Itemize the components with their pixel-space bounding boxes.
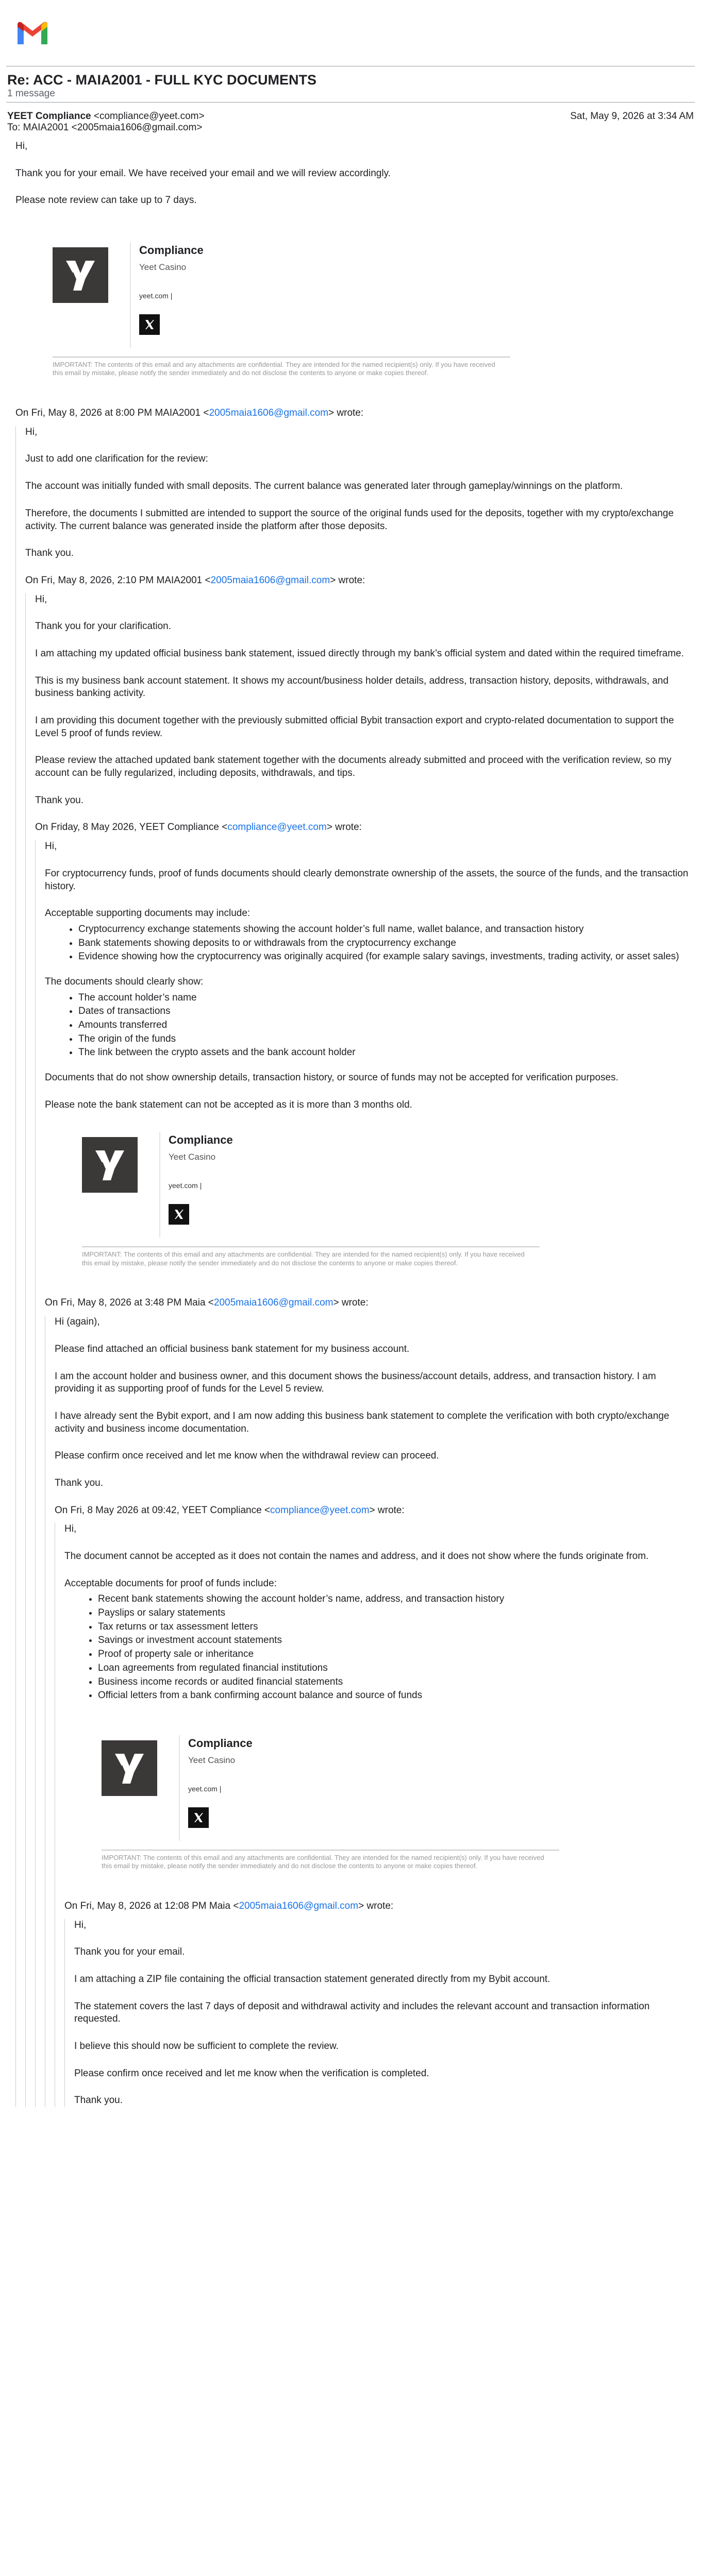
sender-name: YEET Compliance [7, 111, 91, 122]
message-count: 1 message [7, 88, 55, 99]
compliance-signature [15, 222, 495, 407]
signature-disclaimer: IMPORTANT: The contents of this email and any attachments are confidential. They are intended for the named recipient(s) only. If you have received this email by mistake, please notify the sender immediately and do not disclose the contents to anyone or make copies thereof. [82, 1250, 525, 1267]
signature-name: Compliance [169, 1133, 233, 1147]
quoted-message [15, 426, 696, 2107]
quoted-paragraph: I believe this should now be sufficient to complete the review. [74, 2041, 339, 2052]
signature-website[interactable]: yeet.com | [188, 1784, 222, 1793]
signature-name: Compliance [139, 244, 204, 257]
x-social-icon[interactable] [169, 1204, 189, 1225]
quoted-paragraph: Thank you for your email. [74, 1946, 185, 1958]
x-social-icon[interactable] [188, 1807, 209, 1828]
quoted-paragraph: Please review the attached updated bank statement together with the documents already submitted and proceed with the verification review, so my account can be fully regularized, including deposits, withdrawals, and tips. [35, 755, 672, 779]
acceptable-documents-list [64, 1593, 696, 1702]
quoted-paragraph: I have already sent the Bybit export, and I am now adding this business bank statement to complete the verification with both crypto/exchange activity and business income documentation. [55, 1410, 670, 1434]
quote-attribution [35, 821, 696, 834]
quoted-paragraph: Acceptable documents for proof of funds include: [64, 1578, 277, 1589]
attribution-text: On Fri, May 8, 2026, 2:10 PM MAIA2001 < [25, 574, 211, 586]
list-item: • The link between the crypto assets and the bank account holder [78, 1046, 696, 1059]
email-link[interactable]: 2005maia1606@gmail.com [210, 574, 330, 586]
email-subject: Re: ACC - MAIA2001 - FULL KYC DOCUMENTS [7, 72, 317, 88]
attribution-text: > wrote: [333, 1297, 369, 1309]
yeet-y-logo-icon [102, 1740, 157, 1796]
quoted-paragraph: This is my business bank account statement. It shows my account/business holder details, address, transaction history, deposits, withdrawals, and business banking activity. [35, 675, 669, 699]
quoted-greeting: Hi, [35, 594, 47, 605]
list-item: • Savings or investment account statements [98, 1634, 696, 1647]
list-item: • Bank statements showing deposits to or withdrawals from the cryptocurrency exchange [78, 937, 696, 950]
message-1-paragraph: Thank you for your email. We have received your email and we will review accordingly. [15, 167, 391, 179]
quoted-greeting: Hi, [64, 1523, 77, 1535]
quoted-paragraph: Thank you for your clarification. [35, 621, 172, 632]
signature-separator [82, 1246, 540, 1247]
quoted-paragraph: I am the account holder and business owner, and this document shows the business/account details, address, and transaction history. I am providing it as supporting proof of funds for the Level 5 review. [55, 1370, 656, 1395]
quoted-paragraph: I am providing this document together with the previously submitted official Bybit transaction export and crypto-related documentation to support the Level 5 proof of funds review. [35, 715, 674, 739]
quoted-greeting: Hi, [25, 426, 38, 437]
quoted-paragraph: Thank you. [55, 1477, 103, 1488]
attribution-text: > wrote: [328, 408, 364, 419]
attribution-text: On Fri, 8 May 2026 at 09:42, YEET Compliance < [55, 1504, 271, 1516]
attribution-text: > wrote: [326, 822, 362, 833]
quoted-paragraph: For cryptocurrency funds, proof of funds documents should clearly demonstrate ownership of the assets, the source of the funds, and the transaction history. [45, 868, 689, 892]
signature-separator [102, 1850, 559, 1851]
quoted-paragraph: The account was initially funded with small deposits. The current balance was generated later through gameplay/winnings on the platform. [25, 481, 623, 492]
signature-org: Yeet Casino [188, 1755, 236, 1765]
signature-name: Compliance [188, 1736, 253, 1750]
list-item: • The origin of the funds [78, 1033, 696, 1046]
compliance-signature [45, 1111, 525, 1297]
quoted-message [25, 594, 696, 2108]
quoted-paragraph: Please confirm once received and let me know when the withdrawal review can proceed. [55, 1450, 439, 1462]
signature-website[interactable]: yeet.com | [139, 292, 173, 300]
signature-disclaimer: IMPORTANT: The contents of this email and any attachments are confidential. They are intended for the named recipient(s) only. If you have received this email by mistake, please notify the sender immediately and do not disclose the contents to anyone or make copies thereof. [53, 361, 495, 377]
x-social-icon[interactable] [139, 314, 160, 335]
email-body [15, 140, 696, 2122]
attribution-text: On Friday, 8 May 2026, YEET Compliance < [35, 822, 228, 833]
list-item: • Payslips or salary statements [98, 1607, 696, 1620]
attribution-text: > wrote: [369, 1504, 405, 1516]
signature-separator [53, 357, 510, 358]
attribution-text: On Fri, May 8, 2026 at 12:08 PM Maia < [64, 1900, 239, 1911]
recipient-row: To: MAIA2001 <2005maia1606@gmail.com> [7, 122, 203, 133]
quoted-greeting: Hi (again), [55, 1316, 100, 1328]
message-1-paragraph: Please note review can take up to 7 days. [15, 195, 197, 206]
signature-website[interactable]: yeet.com | [169, 1181, 202, 1190]
signature-divider [179, 1735, 180, 1841]
list-item: • Loan agreements from regulated financial institutions [98, 1662, 696, 1675]
quoted-paragraph: The statement covers the last 7 days of deposit and withdrawal activity and includes the relevant account and transaction information requested. [74, 2001, 650, 2025]
quoted-paragraph: Thank you. [74, 2095, 123, 2106]
quoted-greeting: Hi, [74, 1919, 87, 1930]
signature-org: Yeet Casino [169, 1152, 216, 1162]
signature-disclaimer: IMPORTANT: The contents of this email and any attachments are confidential. They are intended for the named recipient(s) only. If you have received this email by mistake, please notify the sender immediately and do not disclose the contents to anyone or make copies thereof. [102, 1853, 544, 1870]
quote-attribution [25, 574, 696, 587]
sender-row [7, 110, 694, 123]
message-1-greeting: Hi, [15, 141, 28, 151]
list-item: • Amounts transferred [78, 1019, 696, 1032]
quoted-paragraph: Thank you. [35, 794, 84, 806]
requirements-list [45, 992, 696, 1059]
quoted-paragraph: Therefore, the documents I submitted are intended to support the source of the original funds used for the deposits, together with my crypto/exchange activity. The current balance was generated inside the platform after those deposits. [25, 507, 674, 532]
quoted-message [35, 840, 696, 2107]
attribution-text: > wrote: [358, 1900, 394, 1911]
yeet-y-logo-icon [82, 1137, 138, 1193]
quote-attribution [55, 1504, 696, 1517]
email-date: Sat, May 9, 2026 at 3:34 AM [570, 111, 694, 122]
quoted-paragraph: Please confirm once received and let me know when the verification is completed. [74, 2067, 429, 2079]
signature-org: Yeet Casino [139, 262, 187, 273]
list-item: • Tax returns or tax assessment letters [98, 1621, 696, 1634]
gmail-header [0, 0, 701, 57]
attribution-text: > wrote: [330, 574, 365, 586]
quote-attribution [15, 407, 696, 420]
attribution-text: On Fri, May 8, 2026 at 3:48 PM Maia < [45, 1297, 214, 1309]
quoted-paragraph: Please find attached an official business bank statement for my business account. [55, 1343, 410, 1354]
quoted-paragraph: Please note the bank statement can not be accepted as it is more than 3 months old. [45, 1099, 412, 1110]
sender-email[interactable]: <compliance@yeet.com> [93, 111, 205, 122]
yeet-y-logo-icon [53, 247, 108, 303]
quote-attribution [64, 1900, 696, 1913]
compliance-signature [64, 1715, 544, 1900]
email-link[interactable]: compliance@yeet.com [270, 1504, 370, 1516]
supporting-documents-list [45, 923, 696, 963]
quoted-paragraph: I am attaching a ZIP file containing the official transaction statement generated directly from my Bybit account. [74, 1973, 550, 1985]
signature-divider [130, 242, 131, 348]
quote-attribution [45, 1297, 696, 1310]
quoted-paragraph: Just to add one clarification for the review: [25, 453, 208, 465]
list-item: • Business income records or audited financial statements [98, 1676, 696, 1689]
quoted-greeting: Hi, [45, 841, 57, 852]
quoted-paragraph: Thank you. [25, 548, 74, 559]
quoted-paragraph: The document cannot be accepted as it does not contain the names and address, and it does not show where the funds originate from. [64, 1551, 649, 1562]
list-item: • Evidence showing how the cryptocurrency was originally acquired (for example salary savings, investments, trading activity, or asset sales) [78, 951, 696, 963]
quoted-message [55, 1523, 696, 2107]
quoted-paragraph: Acceptable supporting documents may include: [45, 908, 251, 919]
signature-divider [159, 1132, 160, 1238]
email-link[interactable]: 2005maia1606@gmail.com [239, 1900, 359, 1911]
email-link[interactable]: 2005maia1606@gmail.com [209, 408, 329, 419]
email-link[interactable]: 2005maia1606@gmail.com [213, 1297, 333, 1309]
quoted-paragraph: Documents that do not show ownership details, transaction history, or source of funds may not be accepted for verification purposes. [45, 1072, 619, 1083]
list-item: • Official letters from a bank confirming account balance and source of funds [98, 1689, 696, 1702]
list-item: • Dates of transactions [78, 1005, 696, 1018]
quoted-message [64, 1919, 696, 2108]
list-item: • The account holder’s name [78, 992, 696, 1005]
quoted-paragraph: I am attaching my updated official business bank statement, issued directly through my bank’s official system and dated within the required timeframe. [35, 648, 684, 659]
email-link[interactable]: compliance@yeet.com [227, 822, 327, 833]
list-item: • Recent bank statements showing the account holder’s name, address, and transaction history [98, 1593, 696, 1606]
subject-divider [6, 102, 695, 103]
quoted-paragraph: The documents should clearly show: [45, 976, 204, 987]
quoted-message [45, 1316, 696, 2107]
attribution-text: On Fri, May 8, 2026 at 8:00 PM MAIA2001 < [15, 408, 209, 419]
gmail-logo-icon[interactable] [15, 20, 49, 45]
list-item: • Proof of property sale or inheritance [98, 1648, 696, 1661]
list-item: • Cryptocurrency exchange statements showing the account holder’s full name, wallet balance, and transaction history [78, 923, 696, 936]
